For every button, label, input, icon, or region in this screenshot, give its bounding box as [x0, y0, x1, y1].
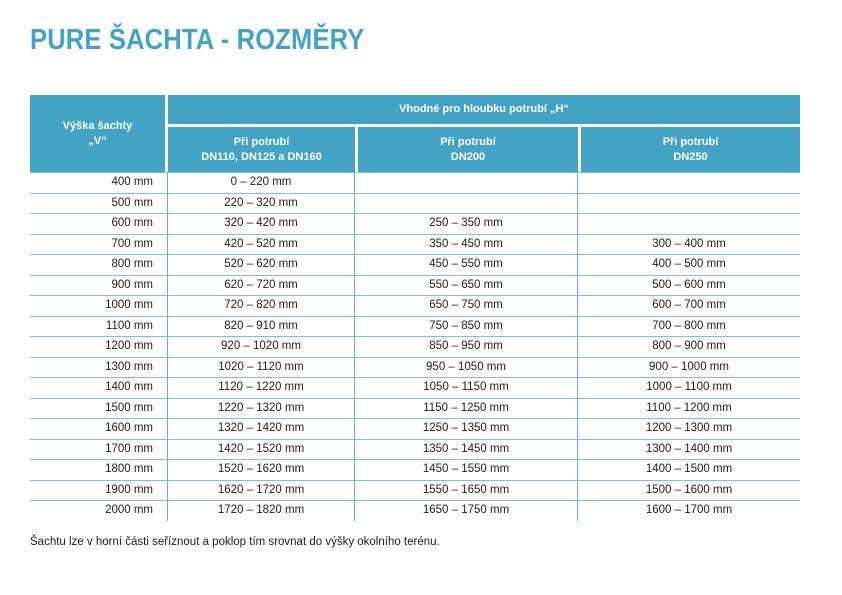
cell-dn250: 1200 – 1300 mm — [578, 418, 800, 439]
cell-shaft-height: 1000 mm — [30, 295, 168, 316]
table-row — [30, 336, 800, 357]
cell-dn250: 1100 – 1200 mm — [578, 398, 800, 419]
cell-shaft-height: 1700 mm — [30, 439, 168, 460]
cell-dn110: 720 – 820 mm — [168, 295, 355, 316]
header-row-group — [30, 95, 800, 127]
cell-dn250: 800 – 900 mm — [578, 336, 800, 357]
cell-dn200: 1650 – 1750 mm — [355, 500, 578, 521]
cell-dn110: 1020 – 1120 mm — [168, 357, 355, 378]
header-dn200-line1: Při potrubí — [440, 135, 496, 148]
cell-shaft-height: 1800 mm — [30, 459, 168, 480]
cell-dn110: 520 – 620 mm — [168, 254, 355, 275]
cell-dn200: 1550 – 1650 mm — [355, 480, 578, 501]
cell-dn200 — [355, 172, 578, 193]
table-row — [30, 439, 800, 460]
header-cell-depth-group: Vhodné pro hloubku potrubí „H“ — [168, 95, 800, 127]
cell-shaft-height: 1600 mm — [30, 418, 168, 439]
header-dn110-line1: Při potrubí — [233, 135, 290, 148]
header-dn250-line1: Při potrubí — [662, 135, 719, 148]
cell-dn110: 1620 – 1720 mm — [168, 480, 355, 501]
cell-dn200: 550 – 650 mm — [355, 275, 578, 296]
cell-shaft-height: 1500 mm — [30, 398, 168, 419]
cell-dn110: 820 – 910 mm — [168, 316, 355, 337]
cell-dn110: 220 – 320 mm — [168, 193, 355, 214]
cell-shaft-height: 2000 mm — [30, 500, 168, 521]
table-row — [30, 254, 800, 275]
cell-dn200: 350 – 450 mm — [355, 234, 578, 255]
cell-dn250 — [578, 213, 800, 234]
cell-shaft-height: 600 mm — [30, 213, 168, 234]
cell-dn200: 1450 – 1550 mm — [355, 459, 578, 480]
cell-dn250: 900 – 1000 mm — [578, 357, 800, 378]
cell-dn200: 950 – 1050 mm — [355, 357, 578, 378]
page-title: PURE ŠACHTA - ROZMĚRY — [30, 24, 365, 56]
cell-dn200: 1250 – 1350 mm — [355, 418, 578, 439]
table-row — [30, 172, 800, 193]
cell-dn250: 1000 – 1100 mm — [578, 377, 800, 398]
header-cell-dn200 — [355, 127, 578, 172]
cell-dn200: 250 – 350 mm — [355, 213, 578, 234]
cell-dn250: 1500 – 1600 mm — [578, 480, 800, 501]
table-row — [30, 316, 800, 337]
cell-dn250: 1300 – 1400 mm — [578, 439, 800, 460]
header-shaft-height-line1: Výška šachty — [62, 119, 133, 132]
cell-dn250: 700 – 800 mm — [578, 316, 800, 337]
table-row — [30, 213, 800, 234]
cell-dn250 — [578, 172, 800, 193]
table-row — [30, 480, 800, 501]
cell-dn250: 1600 – 1700 mm — [578, 500, 800, 521]
table-body — [30, 172, 800, 521]
dimensions-table — [30, 95, 800, 521]
header-cell-dn250 — [578, 127, 800, 172]
header-cell-dn110 — [168, 127, 355, 172]
cell-dn110: 920 – 1020 mm — [168, 336, 355, 357]
table-row — [30, 357, 800, 378]
table-row — [30, 459, 800, 480]
table-row — [30, 377, 800, 398]
cell-dn200 — [355, 193, 578, 214]
cell-dn200: 1050 – 1150 mm — [355, 377, 578, 398]
cell-shaft-height: 400 mm — [30, 172, 168, 193]
cell-dn200: 1350 – 1450 mm — [355, 439, 578, 460]
cell-dn250: 1400 – 1500 mm — [578, 459, 800, 480]
cell-dn200: 750 – 850 mm — [355, 316, 578, 337]
cell-dn110: 1120 – 1220 mm — [168, 377, 355, 398]
table-row — [30, 234, 800, 255]
dimensions-table-wrapper — [30, 95, 800, 521]
cell-shaft-height: 500 mm — [30, 193, 168, 214]
cell-dn110: 0 – 220 mm — [168, 172, 355, 193]
cell-shaft-height: 900 mm — [30, 275, 168, 296]
header-dn250-line2: DN250 — [673, 150, 708, 163]
header-dn110-line2: DN110, DN125 a DN160 — [201, 150, 322, 163]
table-row — [30, 275, 800, 296]
cell-dn250: 500 – 600 mm — [578, 275, 800, 296]
cell-dn110: 320 – 420 mm — [168, 213, 355, 234]
cell-dn110: 1420 – 1520 mm — [168, 439, 355, 460]
cell-shaft-height: 700 mm — [30, 234, 168, 255]
footnote-text: Šachtu lze v horní části seříznout a poklop tím srovnat do výšky okolního terénu. — [30, 536, 440, 548]
table-row — [30, 500, 800, 521]
table-row — [30, 418, 800, 439]
table-row — [30, 295, 800, 316]
cell-shaft-height: 1200 mm — [30, 336, 168, 357]
cell-dn250: 600 – 700 mm — [578, 295, 800, 316]
cell-dn200: 650 – 750 mm — [355, 295, 578, 316]
cell-dn110: 1320 – 1420 mm — [168, 418, 355, 439]
table-row — [30, 193, 800, 214]
cell-shaft-height: 1300 mm — [30, 357, 168, 378]
cell-dn250: 300 – 400 mm — [578, 234, 800, 255]
cell-shaft-height: 1100 mm — [30, 316, 168, 337]
table-row — [30, 398, 800, 419]
cell-dn200: 850 – 950 mm — [355, 336, 578, 357]
cell-shaft-height: 1900 mm — [30, 480, 168, 501]
cell-dn200: 1150 – 1250 mm — [355, 398, 578, 419]
cell-shaft-height: 800 mm — [30, 254, 168, 275]
cell-dn110: 1220 – 1320 mm — [168, 398, 355, 419]
cell-dn250: 400 – 500 mm — [578, 254, 800, 275]
header-dn200-line2: DN200 — [450, 150, 486, 163]
cell-shaft-height: 1400 mm — [30, 377, 168, 398]
cell-dn110: 1520 – 1620 mm — [168, 459, 355, 480]
table-header — [30, 95, 800, 172]
cell-dn250 — [578, 193, 800, 214]
cell-dn110: 1720 – 1820 mm — [168, 500, 355, 521]
header-cell-shaft-height — [30, 95, 168, 172]
cell-dn110: 420 – 520 mm — [168, 234, 355, 255]
cell-dn200: 450 – 550 mm — [355, 254, 578, 275]
header-shaft-height-line2: „V“ — [88, 134, 107, 147]
cell-dn110: 620 – 720 mm — [168, 275, 355, 296]
